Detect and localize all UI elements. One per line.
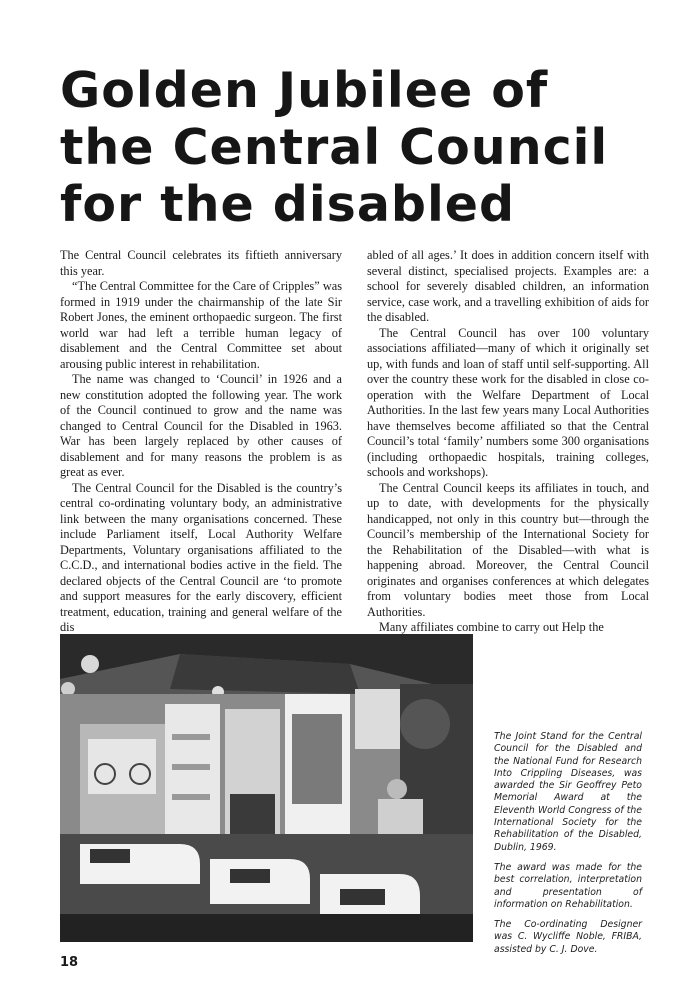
exhibition-stand-photo [60,634,473,942]
paragraph: The Central Council celebrates its fiftieth anniversary this year. [60,248,342,278]
paragraph: The Central Council keeps its affiliates in touch, and up to date, with developments for the physically handicapped, not only in this country but—through the Council’s membership of the International Society for the Rehabilitation of the Disabled—with what is happening abroad. Moreover, the Central Council originates and organises conferences at which delegates from voluntary bodies meet those from Local Authorities. [367,480,649,619]
left-column [60,248,342,636]
title-line-1: Golden Jubilee of [60,62,549,119]
caption-paragraph: The Co-ordinating Designer was C. Wycliffe Noble, FRIBA, assisted by C. J. Dove. [494,919,642,955]
paragraph: The name was changed to ‘Council’ in 1926 and a new constitution adopted the following year. The work of the Council continued to grow and the name was changed to Central Council for the Disabled in 1963. War has been largely replaced by other causes of disablement and for many reasons the problem is as great as ever. [60,372,342,479]
article-title [60,62,660,233]
caption-paragraph: The Joint Stand for the Central Council for the Disabled and the National Fund for Research Into Crippling Diseases, was awarded the Sir Geoffrey Peto Memorial Award at the Eleventh World Congress of the International Society for the Rehabilitation of the Disabled, Dublin, 1969. [494,731,642,853]
title-line-2: the Central Council [60,119,609,176]
caption-paragraph: The award was made for the best correlation, interpretation and presentation of information on Rehabilitation. [494,861,642,910]
photo-caption [494,731,642,964]
paragraph: Many affiliates combine to carry out Help the [379,620,604,634]
paragraph: abled of all ages.’ It does in addition concern itself with several distinct, specialised projects. Examples are: a school for severely disabled children, an information service, case work, and a travelling exhibition of aids for the disabled. [367,248,649,324]
right-column [367,248,649,636]
paragraph: The Central Council for the Disabled is the country’s central co-ordinating voluntary body, an administrative link between the many organisations concerned. These include Parliament itself, Local Authority Welfare Departments, Voluntary organisations affiliated to the C.C.D., and international bodies active in the field. The declared objects of the Central Council are ‘to promote and support measures for the early discovery, efficient treatment, education, training and general welfare of the dis [60,480,342,634]
title-line-3: for the disabled [60,176,516,233]
paragraph: “The Central Committee for the Care of Cripples” was formed in 1919 under the chairmanship of the late Sir Robert Jones, the eminent orthopaedic surgeon. The first world war had left a terrible human legacy of disablement and the Central Committee set about arousing public interest in rehabilitation. [60,279,342,371]
paragraph: The Central Council has over 100 voluntary associations affiliated—many of which it originally set up, with funds and loan of staff until self-supporting. All over the country these work for the disabled in close co-operation with the Welfare Department of Local Authorities. In the last few years many Local Authorities have themselves become affiliated so that the Central Council’s total ‘family’ numbers some 300 organisations (including orthopaedic hospitals, training colleges, schools and workshops). [367,325,649,479]
page-number: 18 [60,955,79,970]
